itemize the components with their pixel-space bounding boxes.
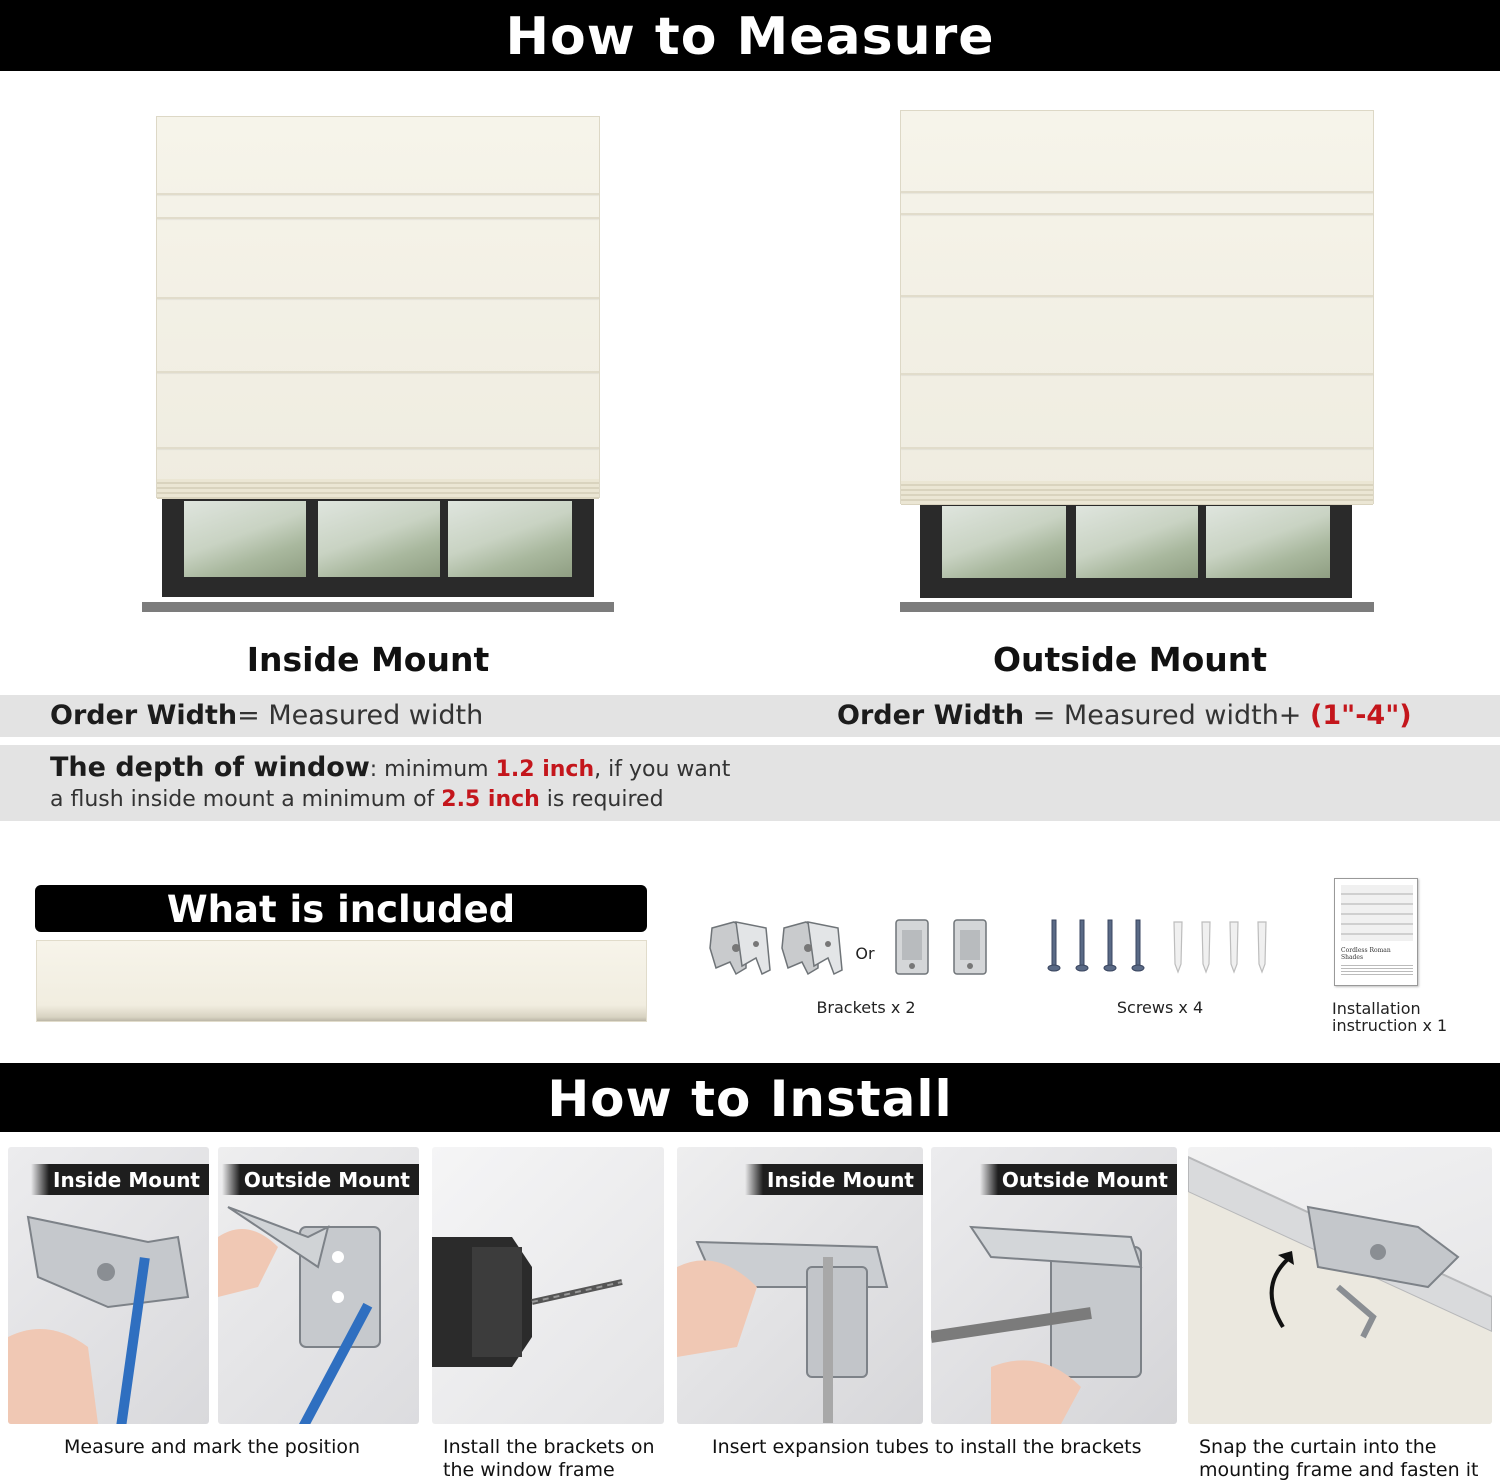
how-to-measure-banner: How to Measure <box>0 0 1500 71</box>
inside-mount-illustration <box>142 115 614 615</box>
instruction-caption <box>1332 1000 1472 1034</box>
step3-outside-mount-tag: Outside Mount <box>980 1164 1177 1195</box>
outside-mount-illustration <box>900 110 1374 614</box>
step1-inside-mount-tag: Inside Mount <box>31 1164 209 1195</box>
how-to-install-banner: How to Install <box>0 1063 1500 1132</box>
step1-caption: Measure and mark the position <box>64 1436 361 1458</box>
bracket-clip-icon <box>706 918 774 978</box>
step3-inside-mount-tag: Inside Mount <box>745 1164 923 1195</box>
outside-mount-title: Outside Mount <box>992 640 1268 679</box>
step1-outside-mount-tag: Outside Mount <box>222 1164 419 1195</box>
step3-caption: Insert expansion tubes to install the brackets <box>712 1436 1142 1458</box>
window-depth-text-3: a flush inside mount a minimum of <box>50 787 442 812</box>
window-depth-text-1: : minimum <box>369 757 496 782</box>
outside-order-width <box>837 700 1412 731</box>
brackets-caption: Brackets x 2 <box>816 998 916 1017</box>
step2-caption-line1: Install the brackets on <box>443 1436 655 1458</box>
step2-drill-photo <box>432 1147 664 1424</box>
window-depth-text-2: , if you want <box>594 757 731 782</box>
window-depth-line-1 <box>50 752 730 783</box>
step3-outside-mount-photo <box>931 1147 1177 1424</box>
instruction-caption-line2: instruction x 1 <box>1332 1016 1448 1035</box>
step2-caption <box>443 1436 655 1482</box>
screws-icon <box>1045 916 1149 974</box>
window-depth-label: The depth of window <box>50 752 370 783</box>
bracket-or-label: Or <box>855 944 875 963</box>
inside-order-width-label: Order Width <box>50 700 238 731</box>
step3-inside-mount-photo <box>677 1147 923 1424</box>
window-depth-line-2 <box>50 787 664 812</box>
inside-order-width <box>50 700 483 731</box>
screws-caption: Screws x 4 <box>1116 998 1204 1017</box>
bracket-box-icon <box>892 916 932 978</box>
shade-valance-image <box>36 940 647 1022</box>
step1-inside-mount-photo <box>8 1147 209 1424</box>
manual-title: Cordless Roman Shades <box>1341 947 1391 961</box>
step4-snap-photo <box>1188 1147 1492 1424</box>
bracket-clip-icon <box>778 918 846 978</box>
inside-mount-title: Inside Mount <box>246 640 490 679</box>
step1-outside-mount-photo <box>218 1147 419 1424</box>
step4-caption <box>1199 1436 1478 1482</box>
anchors-icon <box>1170 918 1276 974</box>
step4-caption-line2: mounting frame and fasten it <box>1199 1459 1479 1481</box>
step2-caption-line2: the window frame <box>443 1459 615 1481</box>
instruction-caption-line1: Installation <box>1332 999 1421 1018</box>
outside-order-width-formula: = Measured width+ <box>1024 700 1311 731</box>
inside-order-width-formula: = Measured width <box>237 700 484 731</box>
outside-order-width-label: Order Width <box>837 700 1025 731</box>
window-depth-text-4: is required <box>539 787 664 812</box>
instruction-manual-image <box>1334 878 1418 986</box>
bracket-box-icon <box>950 916 990 978</box>
what-is-included-label: What is included <box>35 885 647 932</box>
step4-caption-line1: Snap the curtain into the <box>1199 1436 1437 1458</box>
outside-order-width-extra: (1"-4") <box>1310 700 1412 731</box>
depth-min-value: 1.2 inch <box>495 757 595 782</box>
depth-flush-value: 2.5 inch <box>441 787 540 812</box>
